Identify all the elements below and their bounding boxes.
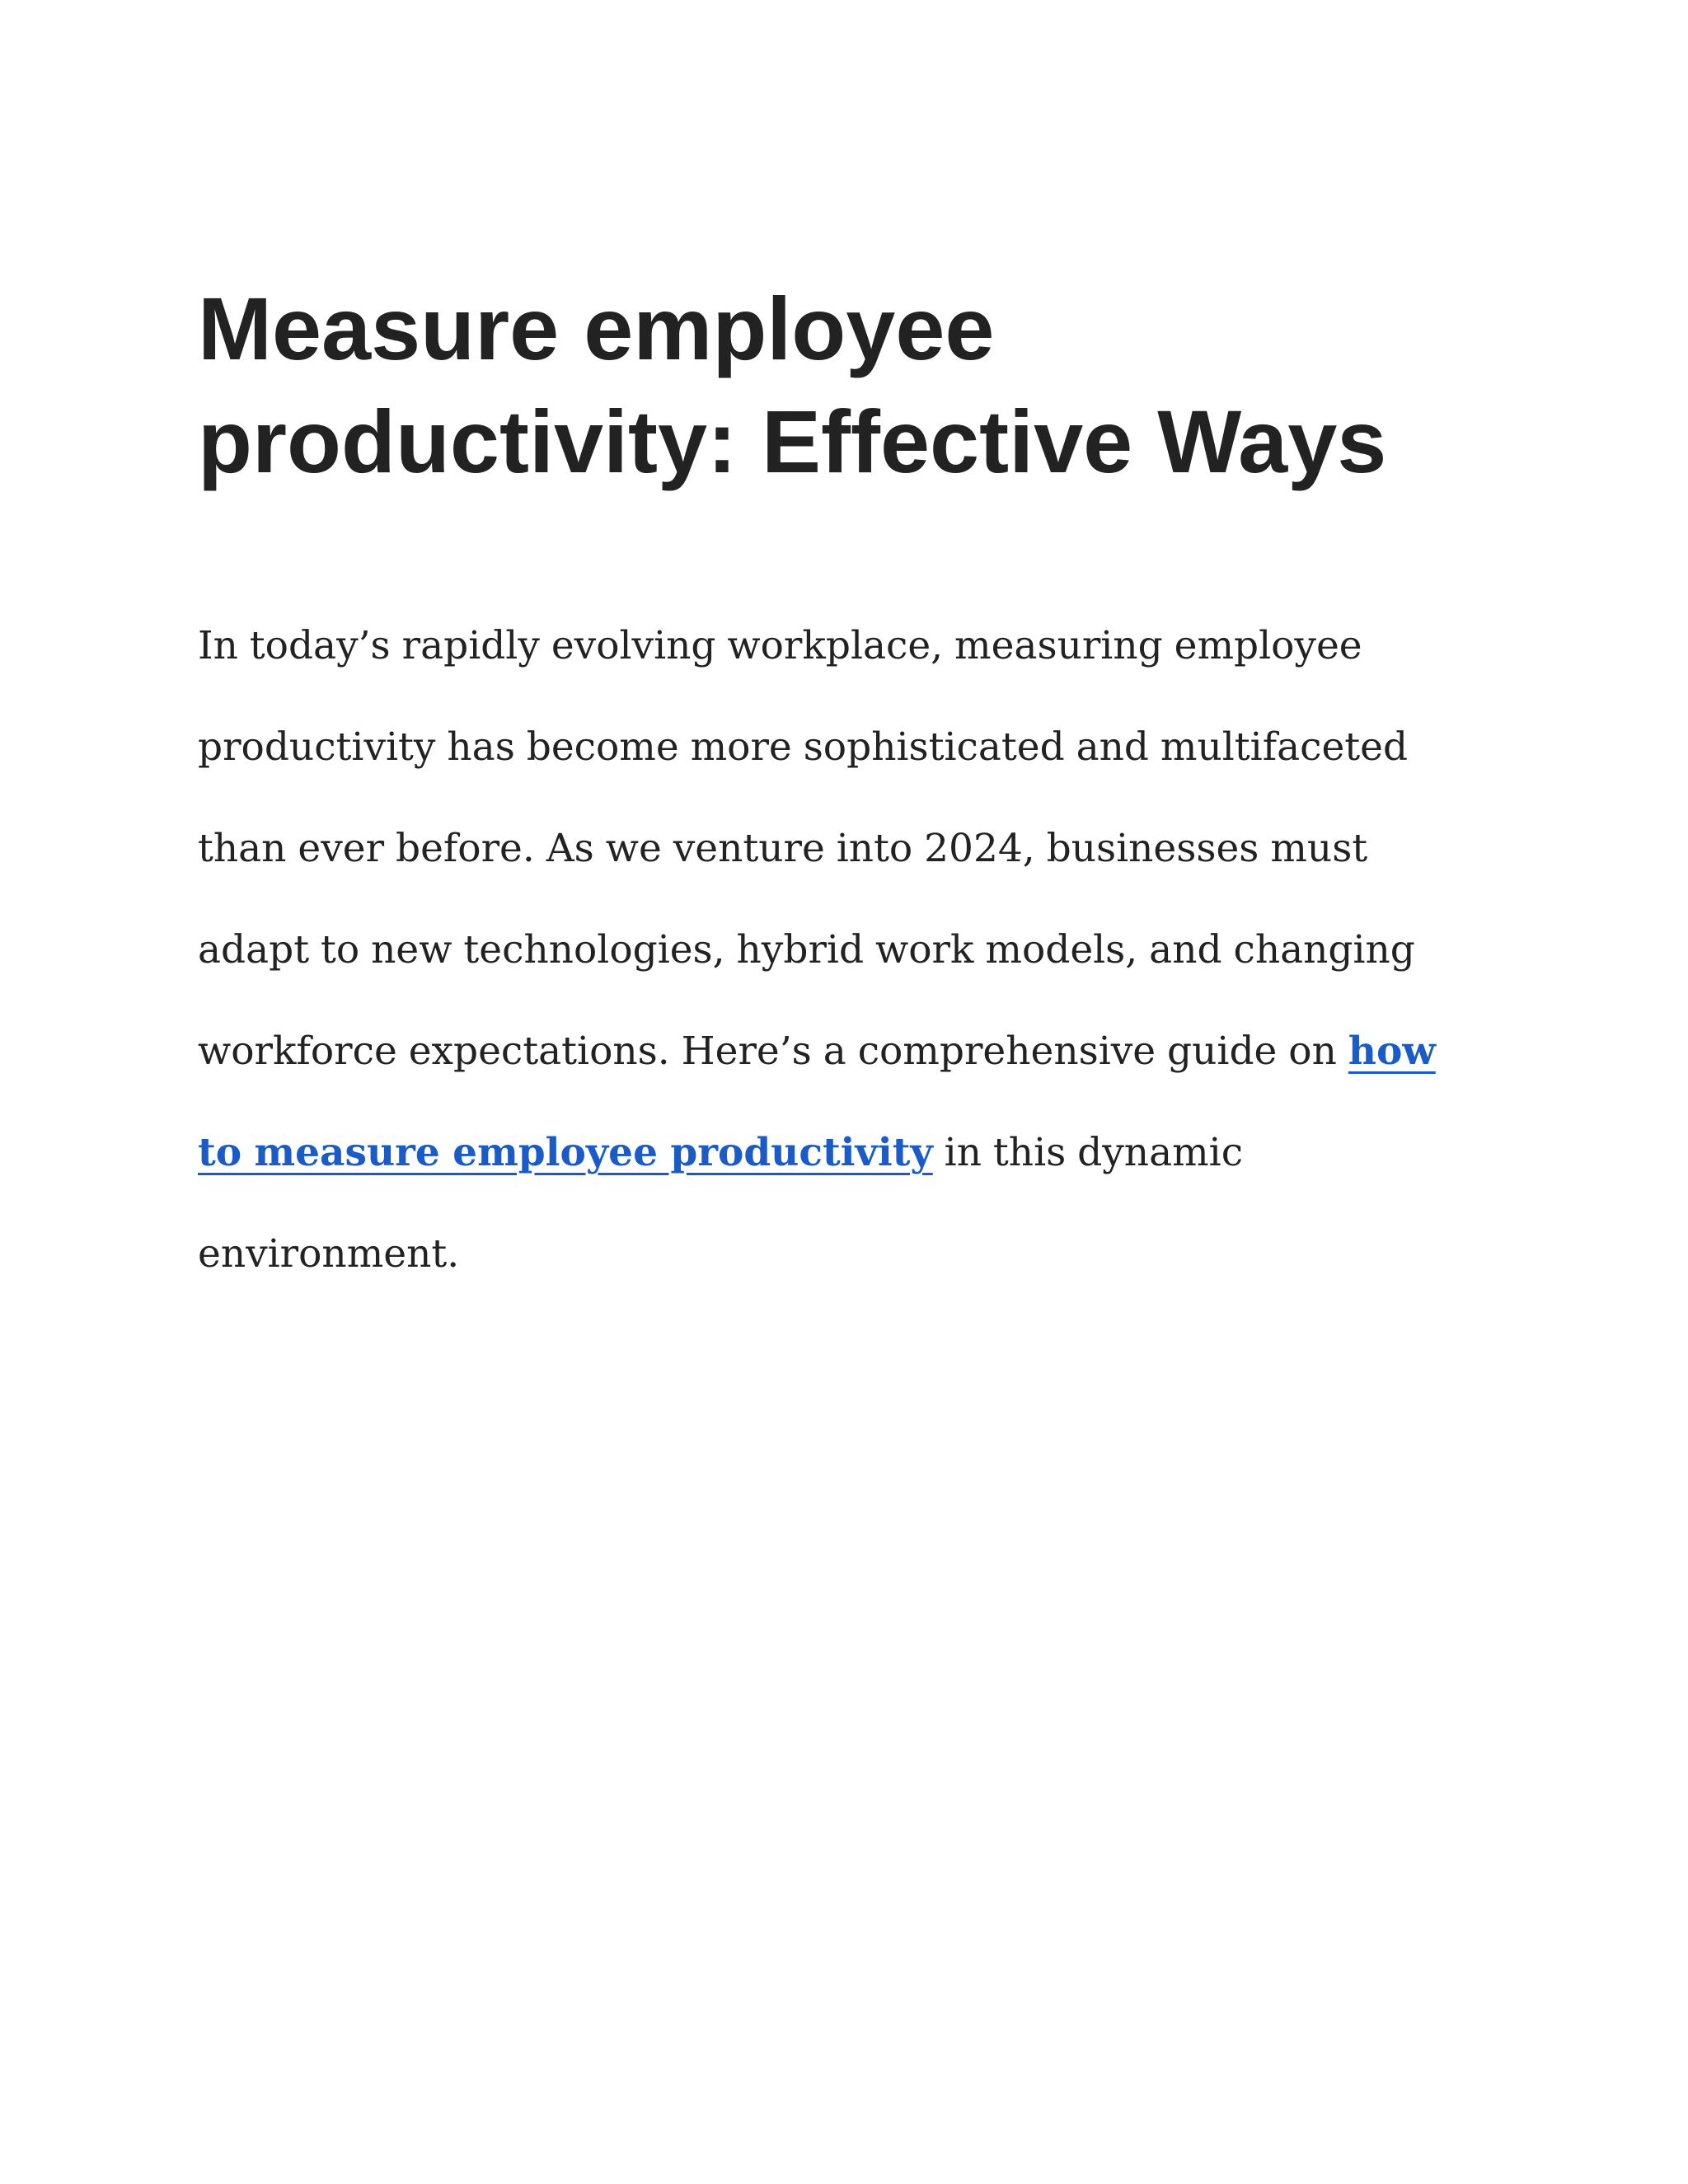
- intro-paragraph: [198, 595, 1467, 1305]
- intro-text-after-link: in this dynamic environment.: [198, 1130, 1244, 1277]
- intro-text-before-link: In today’s rapidly evolving workplace, measuring employee productivity has become more sophisticated and multifaceted than ever before. As we venture into 2024, businesses must adapt to new technologies, hybrid work models, and changing workforce expectations. Here’s a comprehensive guide on: [198, 623, 1415, 1074]
- article-title: Measure employee productivity: Effective Ways: [198, 279, 1387, 491]
- measure-productivity-link[interactable]: how to measure employee productivity: [198, 1029, 1436, 1175]
- article: [198, 272, 1484, 1305]
